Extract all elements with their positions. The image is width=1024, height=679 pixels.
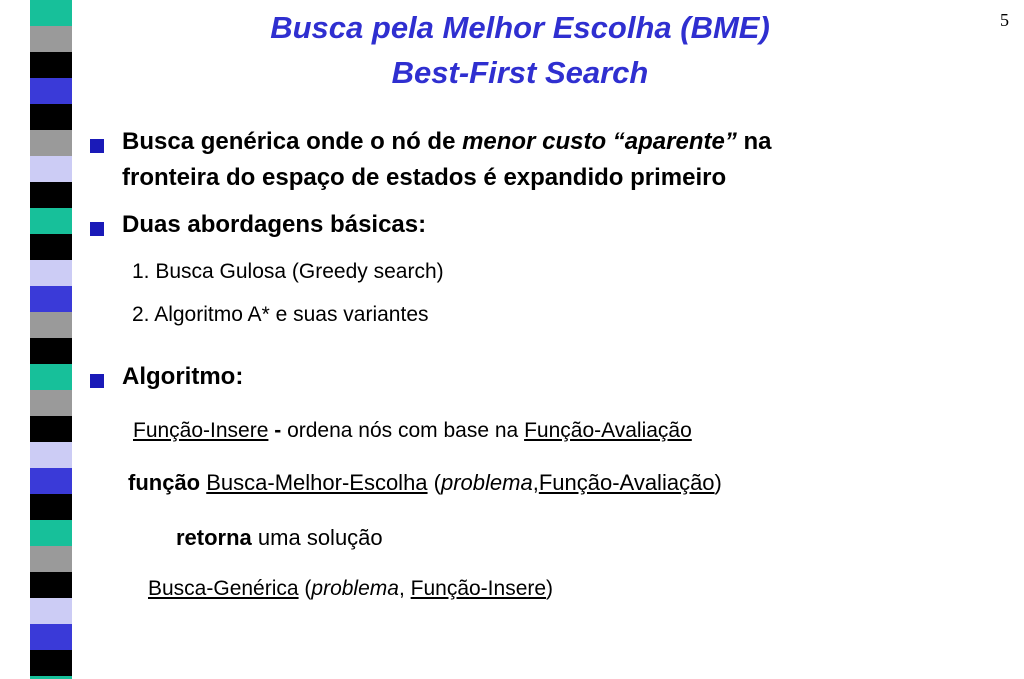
strip-block — [30, 104, 72, 130]
strip-block — [30, 494, 72, 520]
algorithm-line1-text: ordena nós com base na — [287, 419, 525, 442]
strip-block — [30, 182, 72, 208]
page-number: 5 — [1000, 10, 1009, 30]
funcao-insere-link[interactable]: Função-Insere — [133, 419, 269, 442]
algorithm-line3-text: uma solução — [251, 525, 383, 550]
open-paren: ( — [298, 577, 312, 600]
strip-block — [30, 364, 72, 390]
strip-block — [30, 130, 72, 156]
funcao-insere-link[interactable]: Função-Insere — [410, 577, 547, 600]
algorithm-line4 — [148, 577, 553, 601]
bullet-square-icon — [90, 139, 104, 153]
busca-melhor-escolha-link[interactable]: Busca-Melhor-Escolha — [206, 470, 428, 495]
bullet3-text: Algoritmo: — [122, 363, 244, 390]
strip-block — [30, 520, 72, 546]
bullet1-line1 — [122, 128, 772, 156]
strip-block — [30, 208, 72, 234]
bullet2-item-1: 1. Busca Gulosa (Greedy search) — [132, 260, 444, 283]
algorithm-line2 — [128, 470, 722, 496]
strip-block — [30, 442, 72, 468]
strip-block — [30, 312, 72, 338]
strip-block — [30, 416, 72, 442]
param-problema: problema — [311, 577, 399, 600]
open-paren: ( — [427, 470, 441, 495]
strip-block — [30, 260, 72, 286]
bullet2-text: Duas abordagens básicas: — [122, 211, 427, 238]
strip-block — [30, 234, 72, 260]
bullet1-prefix: Busca genérica onde o nó de — [122, 128, 463, 155]
algorithm-line3 — [176, 525, 383, 551]
funcao-avaliacao-link[interactable]: Função-Avaliação — [524, 419, 692, 442]
strip-block — [30, 650, 72, 676]
strip-block — [30, 156, 72, 182]
strip-block — [30, 624, 72, 650]
bullet1-suffix: na — [736, 128, 772, 155]
close-paren: ) — [714, 470, 722, 495]
funcao-keyword: função — [128, 470, 207, 495]
comma: , — [532, 470, 539, 495]
strip-block — [30, 546, 72, 572]
bullet2-item-2: 2. Algoritmo A* e suas variantes — [132, 303, 429, 326]
bullet-square-icon — [90, 374, 104, 388]
bullet-square-icon — [90, 222, 104, 236]
strip-block — [30, 572, 72, 598]
strip-block — [30, 390, 72, 416]
bullet1-line2: fronteira do espaço de estados é expandido primeiro — [122, 164, 727, 191]
funcao-avaliacao-link[interactable]: Função-Avaliação — [538, 470, 715, 495]
busca-generica-link[interactable]: Busca-Genérica — [148, 577, 299, 600]
algorithm-line1 — [133, 419, 692, 443]
bullet1-emphasis: menor custo “aparente” — [462, 128, 737, 155]
decorative-side-strip — [30, 0, 72, 679]
strip-block — [30, 598, 72, 624]
strip-block — [30, 468, 72, 494]
param-problema: problema — [441, 470, 533, 495]
strip-block — [30, 286, 72, 312]
dash: - — [268, 419, 288, 442]
retorna-keyword: retorna — [176, 525, 252, 550]
strip-block — [30, 338, 72, 364]
comma: , — [398, 577, 411, 600]
slide-title-line1: Busca pela Melhor Escolha (BME) — [270, 10, 770, 45]
slide-title-line2: Best-First Search — [391, 55, 649, 90]
close-paren: ) — [546, 577, 554, 600]
